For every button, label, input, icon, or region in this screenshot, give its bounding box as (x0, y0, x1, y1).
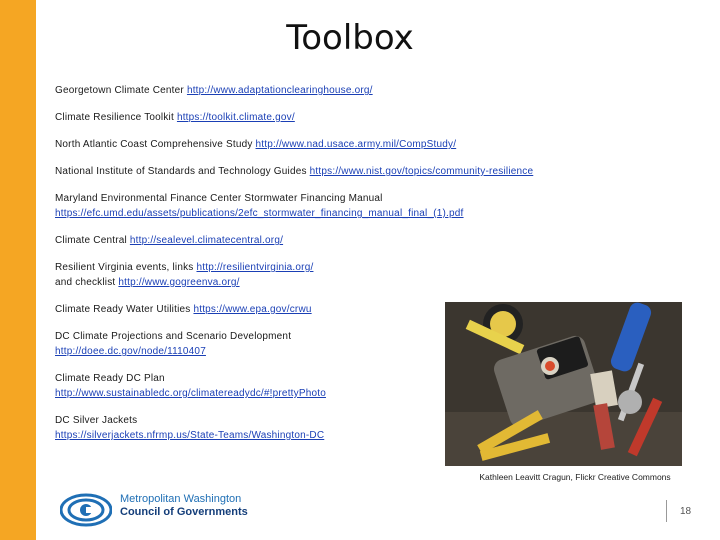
toolbox-photo (445, 302, 682, 466)
resource-link[interactable]: http://resilientvirginia.org/ (196, 262, 314, 273)
orange-sidebar-bar (0, 0, 36, 540)
resource-link[interactable]: http://doee.dc.gov/node/1110407 (55, 346, 206, 357)
page-number: 18 (680, 506, 692, 517)
resource-label: DC Climate Projections and Scenario Development (55, 331, 292, 342)
resource-item (55, 110, 615, 125)
resource-label: North Atlantic Coast Comprehensive Study (55, 139, 256, 150)
resource-item (55, 233, 615, 248)
resource-label: Climate Resilience Toolkit (55, 112, 177, 123)
resource-link[interactable]: https://toolkit.climate.gov/ (176, 112, 295, 123)
resource-link-secondary[interactable]: http://www.gogreenva.org/ (118, 277, 240, 288)
resource-link[interactable]: http://www.nad.usace.army.mil/CompStudy/ (255, 139, 457, 150)
resource-label: Resilient Virginia events, links (55, 262, 197, 273)
resource-link[interactable]: https://silverjackets.nfrmp.us/State-Teams/Washington-DC (55, 430, 325, 441)
page-number-divider (666, 500, 667, 522)
resource-label-secondary: and checklist (55, 277, 119, 288)
photo-caption: Kathleen Leavitt Cragun, Flickr Creative Commons (479, 472, 671, 482)
resource-label: National Institute of Standards and Technology Guides (55, 166, 310, 177)
org-name-line2: Council of Governments (120, 506, 248, 518)
resource-link[interactable]: https://www.epa.gov/crwu (193, 304, 312, 315)
mwcog-logo-icon (60, 493, 112, 527)
resource-label: Maryland Environmental Finance Center Stormwater Financing Manual (55, 193, 383, 204)
resource-link[interactable]: https://efc.umd.edu/assets/publications/2efc_stormwater_financing_manual_final_(1).pdf (55, 208, 464, 219)
resource-item (55, 191, 615, 221)
resource-link[interactable]: http://www.adaptationclearinghouse.org/ (186, 85, 373, 96)
mwcog-logo (60, 493, 260, 529)
resource-label: Georgetown Climate Center (55, 85, 187, 96)
org-name-line1: Metropolitan Washington (120, 493, 242, 505)
resource-link[interactable]: https://www.nist.gov/topics/community-resilience (309, 166, 534, 177)
resource-label: DC Silver Jackets (55, 415, 138, 426)
resource-item (55, 83, 615, 98)
resource-item (55, 137, 615, 152)
resource-label: Climate Ready Water Utilities (55, 304, 194, 315)
resource-item (55, 260, 615, 290)
resource-link[interactable]: http://www.sustainabledc.org/climatereadydc/#!prettyPhoto (55, 388, 326, 399)
slide-title: Toolbox (286, 18, 414, 58)
resource-label: Climate Central (55, 235, 130, 246)
resource-item (55, 164, 615, 179)
org-name (120, 493, 248, 519)
resource-label: Climate Ready DC Plan (55, 373, 165, 384)
resource-link[interactable]: http://sealevel.climatecentral.org/ (129, 235, 284, 246)
tools-illustration (445, 302, 682, 466)
